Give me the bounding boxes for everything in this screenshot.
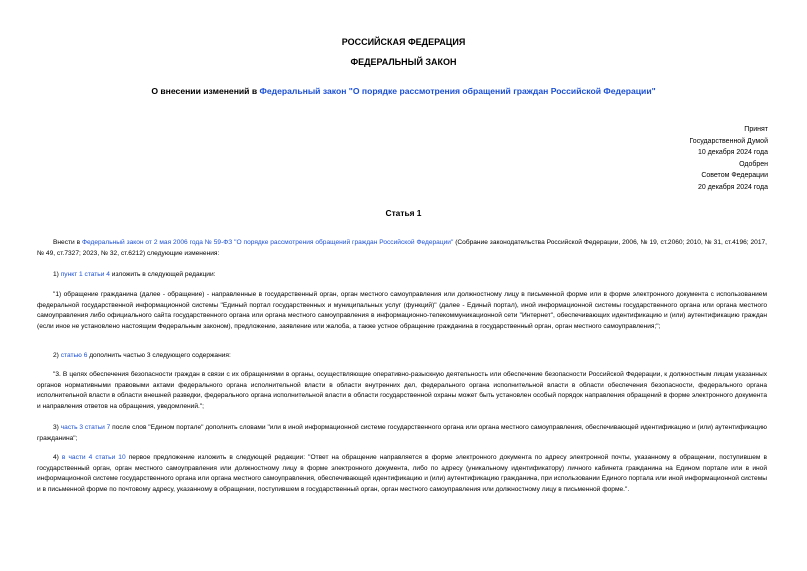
country-heading: РОССИЙСКАЯ ФЕДЕРАЦИЯ [341, 37, 466, 47]
item3-text-1: 3) [53, 424, 61, 431]
adoption-line: Одобрен [739, 160, 768, 168]
item3-link[interactable]: часть 3 статьи 7 [60, 424, 111, 431]
paragraph-item-2 [37, 351, 767, 362]
law-title-link[interactable]: Федеральный закон "О порядке рассмотрения обращений граждан Российской Федерации" [259, 86, 656, 96]
item2-link[interactable]: статью 6 [60, 352, 88, 359]
item1-text-1: 1) [53, 271, 61, 278]
adoption-line: 20 декабря 2024 года [697, 183, 768, 191]
item4-link[interactable]: в части 4 статьи 10 [61, 454, 126, 461]
item1-quote: "1) обращение гражданина (далее - обращение) - направленные в государственный орган, орган местного самоуправления или должностному лицу в письменной форме или в форме электронного документа с использованием федеральной государственной информационной системы "Единый портал государственных и муниципальных услуг (функций)" (далее - Единый портал), иной информационной системы государственного органа или органа местного самоуправления либо официального сайта государственного органа или органа местного самоуправления в информационно-телекоммуникационной сети "Интернет", обеспечивающих идентификацию и (или) аутентификацию граждан (если иное не установлено настоящим Федеральным законом), предложение, заявление или жалоба, а также устное обращение гражданина в государственный орган, орган местного самоуправления;"; [37, 291, 767, 330]
law-title-prefix: О внесении изменений в [151, 86, 260, 96]
item3-text-2: после слов "Едином портале" дополнить словами "или в иной информационной системе государственного органа или органа местного самоуправления, обеспечивающей идентификацию и (или) аутентификацию гражданина"; [37, 424, 767, 442]
paragraph-item-1 [37, 270, 767, 281]
adoption-line: Советом Федерации [701, 172, 768, 180]
item1-text-2: изложить в следующей редакции: [109, 271, 216, 278]
law-title [0, 86, 807, 96]
intro-text-1: Внести в [53, 239, 82, 246]
paragraph-item-3 [37, 423, 767, 444]
paragraph-item-1-text [37, 290, 767, 332]
item2-text-1: 2) [53, 352, 61, 359]
law-type-heading: ФЕДЕРАЛЬНЫЙ ЗАКОН [350, 57, 457, 67]
intro-law-link[interactable]: Федеральный закон от 2 мая 2006 года № 59-ФЗ "О порядке рассмотрения обращений граждан Российской Федерации" [81, 239, 454, 246]
item4-text-2: первое предложение изложить в следующей редакции: "Ответ на обращение направляется в форме электронного документа по адресу электронной почты, указанному в обращении, поступившем в государственный орган, орган местного самоуправления или должностному лицу в форме электронного документа, либо по адресу (уникальному идентификатору) личного кабинета гражданина на Едином портале или в иной информационной системе государственного органа или органа местного самоуправления, обеспечивающей идентификацию и (или) аутентификацию гражданина, при использовании Единого портала или иной информационной системы и в письменной форме по почтовому адресу, указанному в обращении, поступившем в государственный орган, орган местного самоуправления или должностному лицу в письменной форме.". [37, 454, 767, 493]
item4-text-1: 4) [53, 454, 62, 461]
intro-text-2: (Собрание законодательства Российской Федерации, 2006, № 19, ст.2060; 2010, № 31, ст.4196; 2017, № 49, ст.7327; 2023, № 32, ст.6212) следующие изменения: [37, 239, 767, 257]
adoption-line: Государственной Думой [689, 137, 768, 145]
item2-quote: "3. В целях обеспечения безопасности граждан в связи с их обращениями в органы, осуществляющие оперативно-разыскную деятельность или обеспечение безопасности Российской Федерации, к должностным лицам указанных органов нормативными правовыми актами федерального органа исполнительной власти в области внутренних дел, федерального органа исполнительной власти в области обеспечения безопасности, федерального органа исполнительной власти в области внешней разведки, федерального органа исполнительной власти в области государственной охраны может быть установлен особый порядок направления обращений в форме электронного документа и направления ответов на обращения, уведомлений."; [37, 371, 767, 410]
adoption-block [608, 124, 768, 194]
item2-text-2: дополнить частью 3 следующего содержания: [87, 352, 231, 359]
item1-link[interactable]: пункт 1 статьи 4 [60, 271, 110, 278]
paragraph-intro [37, 238, 767, 259]
article-title: Статья 1 [385, 208, 422, 218]
paragraph-item-4 [37, 453, 767, 495]
adoption-line: Принят [744, 126, 768, 133]
adoption-line: 10 декабря 2024 года [697, 149, 768, 157]
paragraph-item-2-text [37, 370, 767, 412]
